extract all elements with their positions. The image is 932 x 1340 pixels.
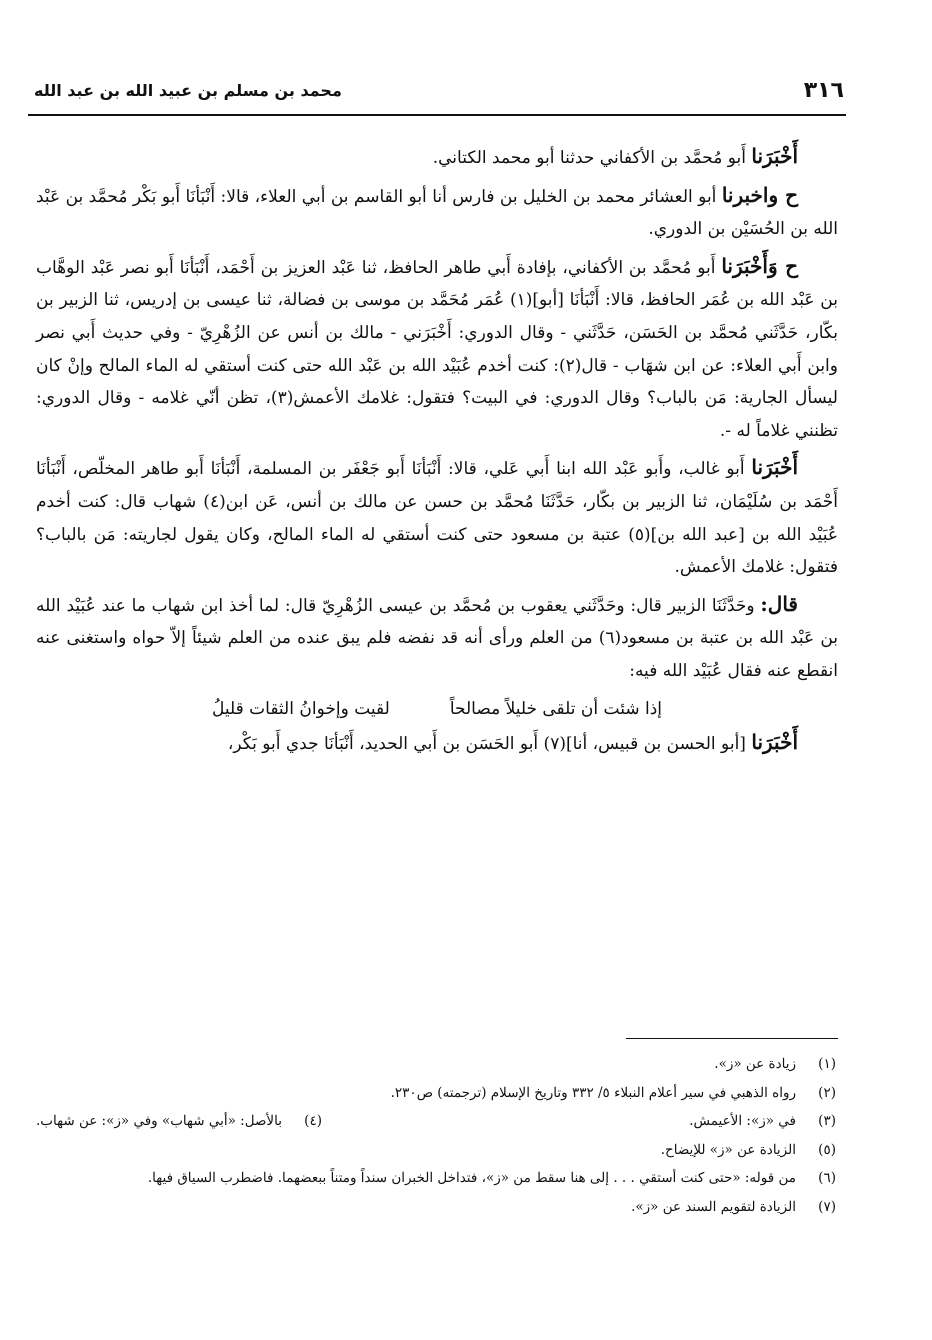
footnote-number: (٦)	[818, 1170, 836, 1186]
paragraph-text: أبو العشائر محمد بن الخليل بن فارس أنا أبو القاسم بن أبي العلاء، قالا: أَنْبَأنَا أَبو بَكْر مُحمَّد بن عَبْد الله بن الحُسَيْن بن الدوري.	[36, 186, 838, 240]
footnote-number: (٣)	[818, 1113, 836, 1129]
paragraph-5	[36, 588, 838, 688]
footnote	[689, 1107, 836, 1136]
paragraph-1	[36, 140, 838, 175]
footnote	[36, 1050, 836, 1079]
paragraph-keyword: قال:	[760, 591, 798, 616]
header-rule	[28, 114, 846, 116]
paragraph-text: أَبو غالب، وأَبو عَبْد الله ابنا أَبي عَلي، قالا: أَنْبَأنَا أَبو جَعْفَر بن المسلمة، أَنْبَأنَا أَبو طاهر المخلّص، أَنْبَأنَا أَحْمَد بن سُلَيْمَان، ثنا الزبير بن بكّار، حَدَّثَنَا مُحمَّد بن حسن عن مالك بن أنس، عَن ابن(٤) شهاب قال: كنت أخدم عُبَيْد الله بن [عبد الله بن](٥) عتبة بن مسعود حتى كنت أستقي له الماء المالح، وكان يقول لجاريته: مَن بالباب؟ فتقول: غلامك الأعمش.	[36, 459, 839, 578]
verse-first-hemistich: إذا شئت أن تلقى خليلاً مصالحاً	[449, 698, 663, 719]
paragraph-keyword: ح واخبرنا	[721, 182, 798, 207]
footnote-text: الزيادة لتقويم السند عن «ز».	[631, 1198, 796, 1215]
paragraph-2	[36, 179, 838, 246]
footnote-separator	[626, 1038, 838, 1039]
verse-second-hemistich: لقيت وإخوانُ الثقات قليلُ	[211, 698, 390, 719]
footnote-number: (٥)	[818, 1141, 836, 1158]
footnotes	[36, 1050, 836, 1221]
main-text	[36, 140, 838, 764]
footnote	[36, 1193, 836, 1222]
footnote	[36, 1107, 322, 1136]
running-title: محمد بن مسلم بن عبيد الله بن عبد الله	[34, 80, 342, 100]
paragraph-4	[36, 451, 838, 583]
page-number: ٣١٦	[803, 77, 844, 103]
paragraph-3	[36, 250, 838, 448]
paragraph-6	[36, 726, 838, 761]
footnote	[36, 1164, 836, 1193]
poem-verse	[36, 692, 838, 726]
paragraph-text: أَبو مُحمَّد بن الأكفاني، بإفادة أَبي طاهر الحافظ، ثنا عَبْد العزيز بن أَحْمَد، أَنْبَأنَا أَبو نصر عَبْد الوهَّاب بن عَبْد الله بن عُمَر الحافظ، قالا: أَنْبَأنَا [أبو](١) عُمَر مُحَمَّد بن موسى بن فضالة، ثنا عيسى بن إدريس، ثنا الزبير بن بكّار، حَدَّثَني مُحمَّد بن الحَسَن، حَدَّثَني - وقال الدوري: أَخْبَرَني - مالك بن أنس عن الزُهْرِيّ - وفي حديث أَبي نصر وابن أَبي العلاء: عن ابن شهَاب - قال(٢): كنت أخدم عُبَيْد الله بن عَبْد الله حتى كنت أستقي له الماء المالح وإنْ كان ليسأل الجارية: مَن بالباب؟ وقال الدوري: في البيت؟ فتقول: غلامك الأعمش(٣)، تظن أنّي غلامه - وقال الدوري: تظنني غلاماً له -.	[36, 257, 838, 441]
footnote-number: (٧)	[818, 1198, 836, 1215]
paragraph-keyword: أَخْبَرَنا	[751, 144, 798, 168]
footnote-text: بالأصل: «أبي شهاب» وفي «ز»: عن شهاب.	[36, 1113, 282, 1129]
footnote-text: رواه الذهبي في سير أعلام النبلاء ٥/ ٣٣٢ وتاريخ الإسلام (ترجمته) ص٢٣٠.	[390, 1084, 796, 1101]
footnote-row	[36, 1107, 836, 1136]
page-header	[34, 70, 844, 110]
footnote-text: من قوله: «حتى كنت أستقي . . . إلى هنا سقط من «ز»، فتداخل الخبران سنداً ومتناً ببعضهما. فاضطرب السياق فيها.	[147, 1170, 796, 1186]
footnote	[36, 1079, 836, 1108]
footnote	[36, 1136, 836, 1165]
paragraph-keyword: أَخْبَرَنا	[751, 729, 798, 754]
paragraph-keyword: ح وَأَخْبَرَنا	[721, 253, 798, 278]
footnote-text: الزيادة عن «ز» للإيضاح.	[660, 1141, 796, 1158]
footnote-text: زيادة عن «ز».	[714, 1056, 796, 1072]
paragraph-keyword: أَخْبَرَنا	[751, 455, 798, 480]
paragraph-text: وحَدَّثَنَا الزبير قال: وحَدَّثَني يعقوب بن مُحمَّد بن عيسى الزُهْرِيّ قال: لما أخذ ابن شهاب ما عند عُبَيْد الله بن عَبْد الله بن عتبة بن مسعود(٦) من العلم ورأى أنه قد نفضه فلم يبق عنده من العلم شيئاً إلاّ حواه واستغنى عنه انقطع عنه فقال عُبَيْد الله فيه:	[36, 595, 838, 681]
footnote-number: (٢)	[818, 1084, 836, 1101]
footnote-text: في «ز»: الأعيمش.	[689, 1113, 796, 1129]
paragraph-text: [أبو الحسن بن قبيس، أنا](٧) أَبو الحَسَن بن أَبي الحديد، أَنْبَأنَا جدي أَبو بَكْر،	[227, 733, 752, 754]
footnote-number: (١)	[818, 1056, 836, 1072]
footnote-number: (٤)	[304, 1113, 322, 1129]
paragraph-text: أَبو مُحمَّد بن الأكفاني حدثنا أبو محمد الكتاني.	[432, 148, 752, 168]
